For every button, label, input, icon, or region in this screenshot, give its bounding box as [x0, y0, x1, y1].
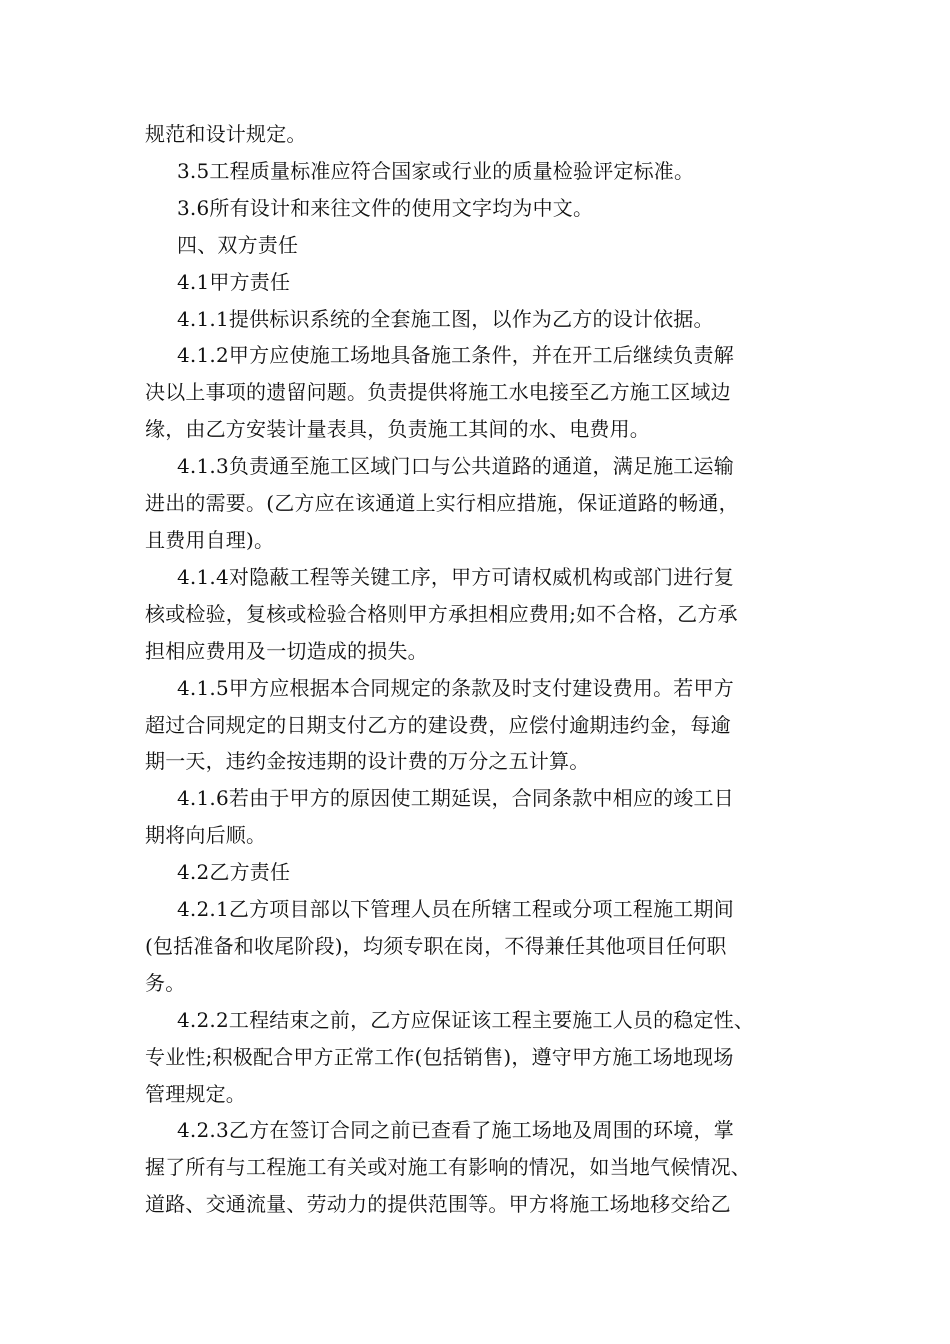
text-line: 规范和设计规定。: [145, 122, 307, 146]
text-line: 4.1.4对隐蔽工程等关键工序，甲方可请权威机构或部门进行复: [177, 564, 734, 589]
paragraph: [145, 891, 815, 1002]
text-line: 4.1.5甲方应根据本合同规定的条款及时支付建设费用。若甲方: [177, 675, 734, 700]
paragraph: [145, 190, 815, 227]
subsection-heading: [145, 854, 815, 891]
text-line: 3.5工程质量标准应符合国家或行业的质量检验评定标准。: [177, 158, 695, 183]
text-line: 进出的需要。(乙方应在该通道上实行相应措施，保证道路的畅通，: [145, 491, 739, 516]
text-line: 期将向后顺。: [145, 823, 267, 848]
subsection-heading: [145, 264, 815, 301]
paragraph: [145, 559, 815, 670]
text-line: 务。: [145, 970, 186, 995]
paragraph: [145, 670, 815, 781]
text-line: 4.1.1提供标识系统的全套施工图，以作为乙方的设计依据。: [177, 306, 714, 331]
paragraph: [145, 153, 815, 190]
text-line: 4.1.3负责通至施工区域门口与公共道路的通道，满足施工运输: [177, 454, 734, 479]
paragraph: [145, 448, 815, 559]
text-line: 担相应费用及一切造成的损失。: [145, 638, 428, 663]
text-line: 4.2.2工程结束之前，乙方应保证该工程主要施工人员的稳定性、: [177, 1007, 755, 1032]
text-line: 超过合同规定的日期支付乙方的建设费，应偿付逾期违约金，每逾: [145, 712, 731, 737]
text-line: 4.1.6若由于甲方的原因使工期延误，合同条款中相应的竣工日: [177, 786, 734, 811]
text-line: 4.2.1乙方项目部以下管理人员在所辖工程或分项工程施工期间: [177, 897, 734, 922]
paragraph: [145, 1002, 815, 1113]
text-line: 4.1.2甲方应使施工场地具备施工条件，并在开工后继续负责解: [177, 343, 734, 368]
text-line: 核或检验，复核或检验合格则甲方承担相应费用;如不合格，乙方承: [145, 601, 738, 626]
paragraph: [145, 1112, 815, 1223]
text-line: 缘，由乙方安装计量表具，负责施工其间的水、电费用。: [145, 417, 650, 442]
text-line: 四、双方责任: [177, 232, 299, 257]
text-line: 且费用自理)。: [145, 527, 275, 552]
paragraph: [145, 116, 815, 153]
text-line: 期一天，违约金按违期的设计费的万分之五计算。: [145, 749, 590, 774]
text-line: 道路、交通流量、劳动力的提供范围等。甲方将施工场地移交给乙: [145, 1192, 731, 1217]
text-line: 专业性;积极配合甲方正常工作(包括销售)，遵守甲方施工场地现场: [145, 1044, 734, 1069]
text-line: (包括准备和收尾阶段)，均须专职在岗，不得兼任其他项目任何职: [145, 933, 727, 958]
document-body: [145, 116, 815, 1223]
paragraph: [145, 780, 815, 854]
section-heading: [145, 227, 815, 264]
paragraph: [145, 301, 815, 338]
text-line: 4.2.3乙方在签订合同之前已查看了施工场地及周围的环境，掌: [177, 1118, 734, 1143]
paragraph: [145, 337, 815, 448]
text-line: 3.6所有设计和来往文件的使用文字均为中文。: [177, 195, 594, 220]
text-line: 管理规定。: [145, 1081, 246, 1106]
text-line: 握了所有与工程施工有关或对施工有影响的情况，如当地气候情况、: [145, 1155, 751, 1180]
text-line: 4.2乙方责任: [177, 860, 291, 885]
text-line: 决以上事项的遗留问题。负责提供将施工水电接至乙方施工区域边: [145, 380, 731, 405]
text-line: 4.1甲方责任: [177, 269, 291, 294]
